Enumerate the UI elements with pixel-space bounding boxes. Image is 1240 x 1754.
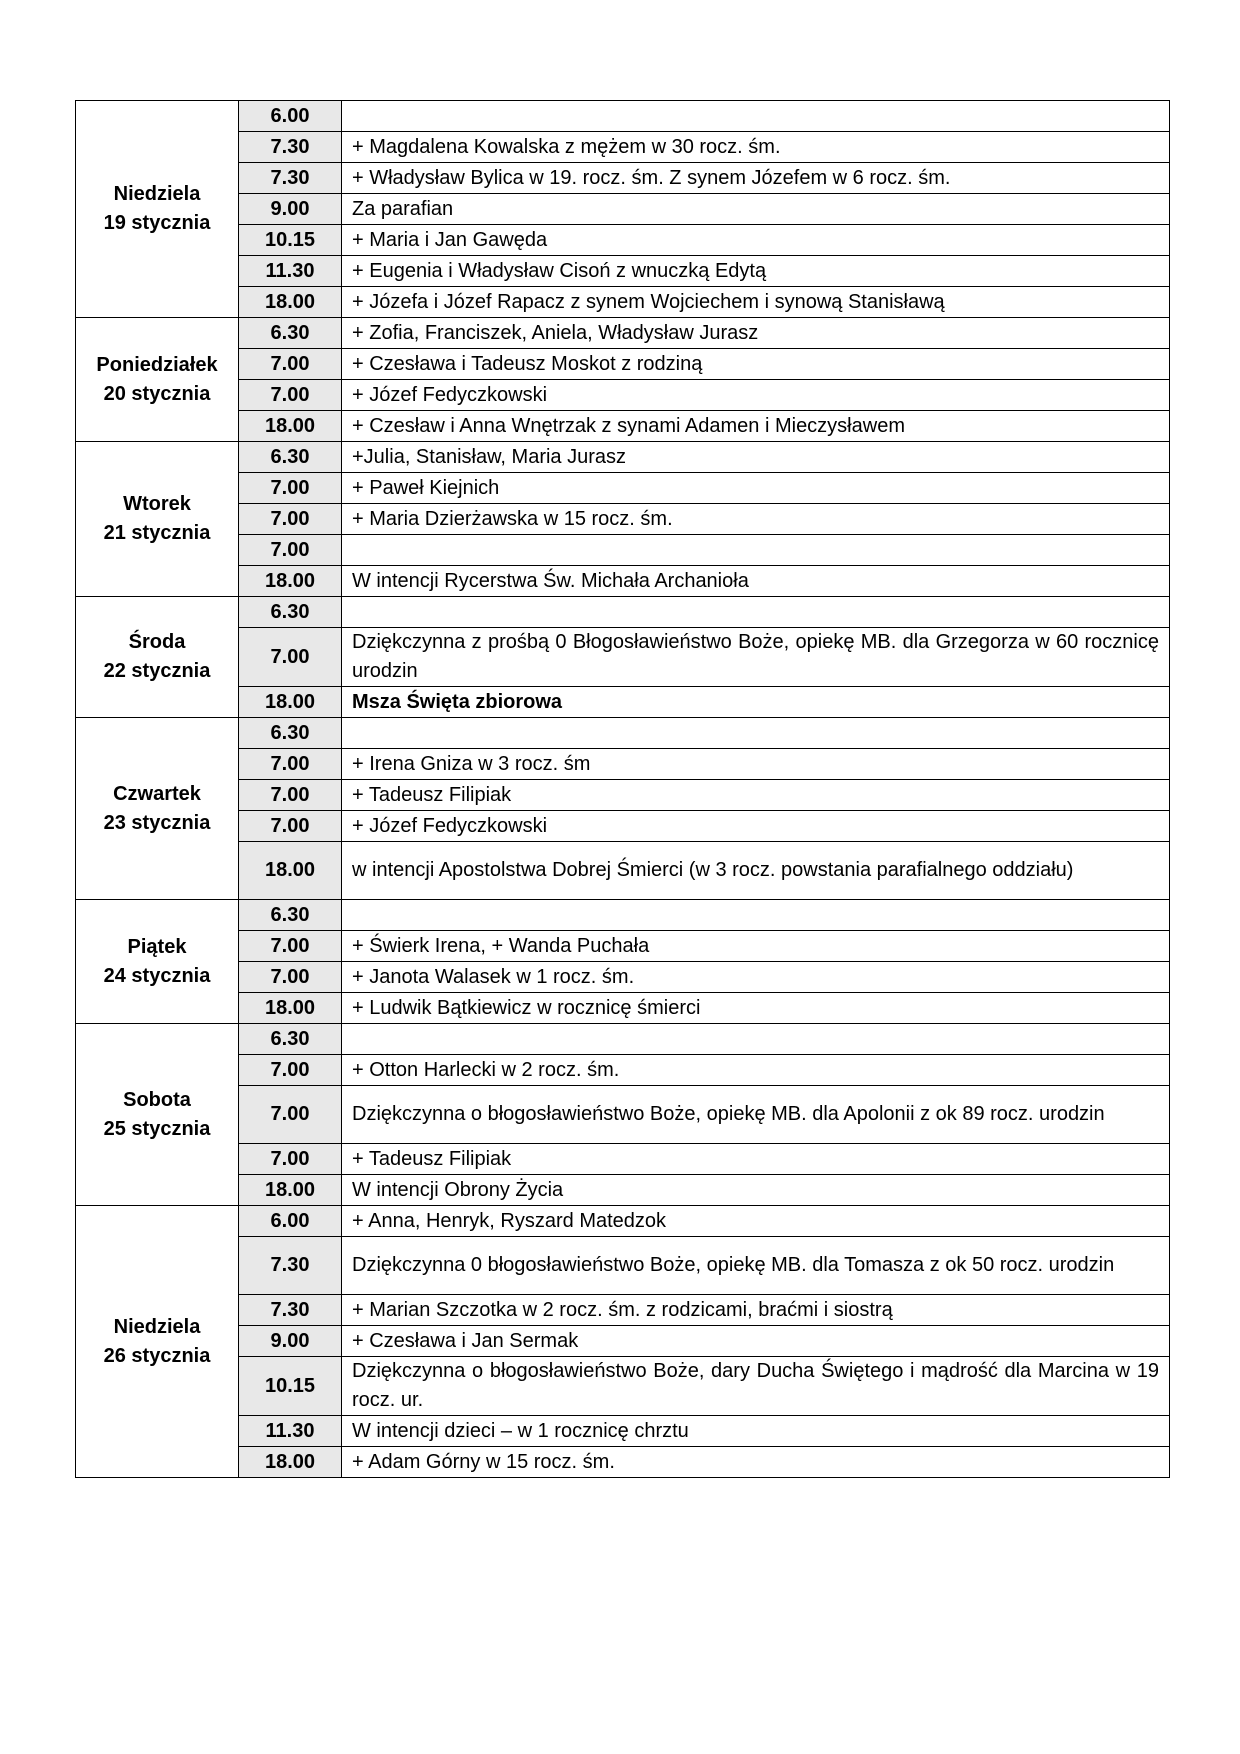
mass-intention [342, 535, 1170, 566]
mass-intention: + Czesław i Anna Wnętrzak z synami Adamen i Mieczysławem [342, 411, 1170, 442]
day-cell [76, 900, 239, 1024]
day-cell [76, 1206, 239, 1478]
mass-time: 18.00 [239, 411, 342, 442]
mass-intention [342, 597, 1170, 628]
mass-time: 7.00 [239, 473, 342, 504]
mass-time: 10.15 [239, 225, 342, 256]
mass-intention: + Józefa i Józef Rapacz z synem Wojciechem i synową Stanisławą [342, 287, 1170, 318]
mass-row [76, 380, 1170, 411]
mass-row [76, 256, 1170, 287]
mass-row [76, 1055, 1170, 1086]
mass-intention: Dziękczynna 0 błogosławieństwo Boże, opiekę MB. dla Tomasza z ok 50 rocz. urodzin [342, 1237, 1170, 1295]
mass-intention: W intencji Obrony Życia [342, 1175, 1170, 1206]
day-cell [76, 442, 239, 597]
mass-intention: + Świerk Irena, + Wanda Puchała [342, 931, 1170, 962]
mass-time: 6.30 [239, 1024, 342, 1055]
mass-row [76, 718, 1170, 749]
mass-time: 6.30 [239, 318, 342, 349]
mass-row [76, 811, 1170, 842]
mass-row [76, 442, 1170, 473]
mass-row [76, 1326, 1170, 1357]
day-name: Niedziela [113, 1315, 201, 1338]
mass-intention: + Irena Gniza w 3 rocz. śm [342, 749, 1170, 780]
day-cell [76, 101, 239, 318]
mass-row [76, 225, 1170, 256]
mass-time: 18.00 [239, 1447, 342, 1478]
mass-time: 18.00 [239, 687, 342, 718]
day-date: 24 stycznia [103, 964, 211, 987]
mass-intention: + Janota Walasek w 1 rocz. śm. [342, 962, 1170, 993]
mass-row [76, 163, 1170, 194]
day-name: Niedziela [113, 183, 201, 205]
mass-time: 7.00 [239, 1086, 342, 1144]
mass-row [76, 1447, 1170, 1478]
mass-time: 6.30 [239, 597, 342, 628]
mass-time: 7.00 [239, 504, 342, 535]
mass-time: 18.00 [239, 566, 342, 597]
mass-row [76, 780, 1170, 811]
mass-intention: + Władysław Bylica w 19. rocz. śm. Z synem Józefem w 6 rocz. śm. [342, 163, 1170, 194]
mass-row [76, 101, 1170, 132]
mass-intention: + Tadeusz Filipiak [342, 1144, 1170, 1175]
day-cell [76, 718, 239, 900]
mass-time: 9.00 [239, 1326, 342, 1357]
mass-time: 7.00 [239, 931, 342, 962]
mass-time: 7.00 [239, 749, 342, 780]
mass-row [76, 473, 1170, 504]
day-cell [76, 1024, 239, 1206]
mass-row [76, 349, 1170, 380]
mass-time: 6.30 [239, 900, 342, 931]
mass-row [76, 1024, 1170, 1055]
mass-row [76, 1357, 1170, 1416]
mass-time: 11.30 [239, 256, 342, 287]
mass-intention: Dziękczynna o błogosławieństwo Boże, opiekę MB. dla Apolonii z ok 89 rocz. urodzin [342, 1086, 1170, 1144]
mass-intention: + Eugenia i Władysław Cisoń z wnuczką Edytą [342, 256, 1170, 287]
mass-intention: + Otton Harlecki w 2 rocz. śm. [342, 1055, 1170, 1086]
day-date: 22 stycznia [103, 660, 211, 682]
mass-intention: W intencji Rycerstwa Św. Michała Archanioła [342, 566, 1170, 597]
mass-row [76, 628, 1170, 687]
mass-time: 6.00 [239, 101, 342, 132]
mass-row [76, 1206, 1170, 1237]
mass-row [76, 597, 1170, 628]
mass-row [76, 1144, 1170, 1175]
day-name: Piątek [127, 935, 187, 958]
mass-time: 7.00 [239, 1055, 342, 1086]
mass-row [76, 842, 1170, 900]
mass-intention: + Józef Fedyczkowski [342, 811, 1170, 842]
day-cell [76, 597, 239, 718]
day-cell [76, 318, 239, 442]
mass-row [76, 749, 1170, 780]
mass-row [76, 318, 1170, 349]
mass-row [76, 962, 1170, 993]
mass-intention: + Ludwik Bątkiewicz w rocznicę śmierci [342, 993, 1170, 1024]
mass-time: 18.00 [239, 1175, 342, 1206]
mass-intention: Za parafian [342, 194, 1170, 225]
mass-intention: + Tadeusz Filipiak [342, 780, 1170, 811]
day-date: 19 stycznia [103, 212, 211, 234]
mass-intentions-body [76, 101, 1170, 1478]
day-date: 23 stycznia [103, 811, 211, 834]
mass-time: 7.30 [239, 163, 342, 194]
mass-time: 7.00 [239, 380, 342, 411]
mass-time: 18.00 [239, 842, 342, 900]
mass-time: 7.30 [239, 132, 342, 163]
mass-intention: + Anna, Henryk, Ryszard Matedzok [342, 1206, 1170, 1237]
mass-time: 11.30 [239, 1416, 342, 1447]
mass-row [76, 566, 1170, 597]
mass-intention: + Paweł Kiejnich [342, 473, 1170, 504]
mass-row [76, 1237, 1170, 1295]
mass-intention: + Adam Górny w 15 rocz. śm. [342, 1447, 1170, 1478]
mass-time: 7.00 [239, 962, 342, 993]
mass-row [76, 194, 1170, 225]
day-name: Czwartek [113, 782, 201, 805]
day-name: Wtorek [123, 493, 191, 515]
mass-intention: w intencji Apostolstwa Dobrej Śmierci (w 3 rocz. powstania parafialnego oddziału) [342, 842, 1170, 900]
mass-time: 7.00 [239, 811, 342, 842]
mass-row [76, 1175, 1170, 1206]
mass-row [76, 132, 1170, 163]
day-name: Środa [128, 631, 186, 653]
mass-row [76, 287, 1170, 318]
day-date: 26 stycznia [103, 1344, 211, 1367]
mass-row [76, 900, 1170, 931]
mass-time: 9.00 [239, 194, 342, 225]
mass-time: 7.00 [239, 535, 342, 566]
day-name: Poniedziałek [96, 353, 218, 376]
mass-time: 6.30 [239, 442, 342, 473]
mass-intention [342, 101, 1170, 132]
mass-row [76, 1295, 1170, 1326]
day-date: 25 stycznia [103, 1117, 211, 1140]
day-date: 21 stycznia [103, 522, 211, 544]
mass-intention: Msza Święta zbiorowa [342, 687, 1170, 718]
mass-time: 7.30 [239, 1295, 342, 1326]
mass-row [76, 931, 1170, 962]
mass-row [76, 535, 1170, 566]
day-date: 20 stycznia [103, 382, 211, 405]
mass-intention: + Maria Dzierżawska w 15 rocz. śm. [342, 504, 1170, 535]
mass-time: 10.15 [239, 1357, 342, 1416]
mass-time: 6.30 [239, 718, 342, 749]
mass-row [76, 1416, 1170, 1447]
mass-intention: + Czesława i Jan Sermak [342, 1326, 1170, 1357]
mass-time: 7.30 [239, 1237, 342, 1295]
mass-intention: W intencji dzieci – w 1 rocznicę chrztu [342, 1416, 1170, 1447]
mass-intention [342, 1024, 1170, 1055]
day-name: Sobota [123, 1088, 191, 1111]
mass-time: 7.00 [239, 628, 342, 687]
mass-intention: + Maria i Jan Gawęda [342, 225, 1170, 256]
mass-row [76, 411, 1170, 442]
mass-intention [342, 900, 1170, 931]
mass-time: 6.00 [239, 1206, 342, 1237]
mass-time: 7.00 [239, 1144, 342, 1175]
mass-time: 18.00 [239, 287, 342, 318]
mass-intention: + Czesława i Tadeusz Moskot z rodziną [342, 349, 1170, 380]
mass-time: 7.00 [239, 349, 342, 380]
mass-time: 18.00 [239, 993, 342, 1024]
mass-intention: +Julia, Stanisław, Maria Jurasz [342, 442, 1170, 473]
mass-row [76, 687, 1170, 718]
mass-intention: + Józef Fedyczkowski [342, 380, 1170, 411]
mass-row [76, 1086, 1170, 1144]
mass-time: 7.00 [239, 780, 342, 811]
mass-row [76, 993, 1170, 1024]
mass-intentions-table [75, 100, 1170, 1478]
mass-row [76, 504, 1170, 535]
mass-intention: + Magdalena Kowalska z mężem w 30 rocz. śm. [342, 132, 1170, 163]
mass-intention: Dziękczynna o błogosławieństwo Boże, dary Ducha Świętego i mądrość dla Marcina w 19 rocz. ur. [342, 1357, 1170, 1416]
mass-intention: + Zofia, Franciszek, Aniela, Władysław Jurasz [342, 318, 1170, 349]
mass-intention: Dziękczynna z prośbą 0 Błogosławieństwo Boże, opiekę MB. dla Grzegorza w 60 rocznicę urodzin [342, 628, 1170, 687]
mass-intention [342, 718, 1170, 749]
mass-intention: + Marian Szczotka w 2 rocz. śm. z rodzicami, braćmi i siostrą [342, 1295, 1170, 1326]
